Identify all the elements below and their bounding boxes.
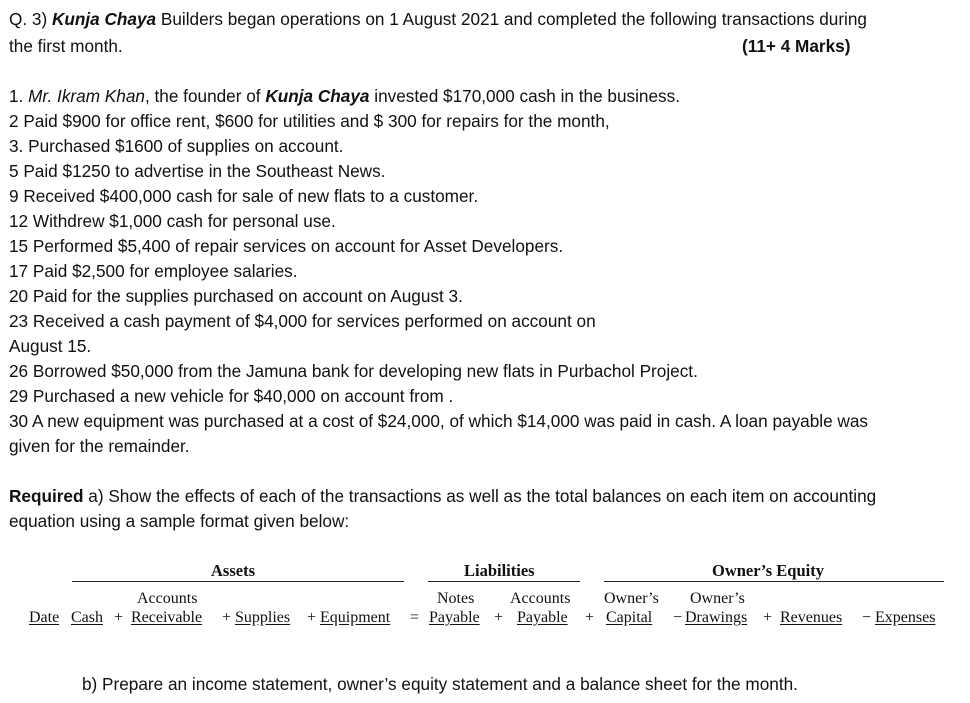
- intro-line-2: the first month.: [9, 36, 123, 56]
- transaction-30-cont: given for the remainder.: [9, 436, 190, 456]
- drawings-column: Drawings: [685, 609, 748, 626]
- plus-sign: +: [763, 609, 773, 626]
- transaction-17: 17 Paid $2,500 for employee salaries.: [9, 261, 298, 281]
- notes-sub-label: Notes: [437, 590, 475, 607]
- question-intro: [9, 9, 867, 30]
- supplies-column: Supplies: [235, 609, 291, 626]
- plus-sign: +: [494, 609, 504, 626]
- equals-sign: =: [410, 609, 420, 626]
- plus-sign: +: [222, 609, 232, 626]
- transaction-12: 12 Withdrew $1,000 cash for personal use.: [9, 211, 336, 231]
- owners-equity-header: Owner’s Equity: [712, 561, 824, 580]
- transaction-23: 23 Received a cash payment of $4,000 for services performed on account on: [9, 311, 596, 331]
- plus-sign: +: [585, 609, 595, 626]
- assets-rule: [72, 581, 404, 582]
- minus-sign: −: [673, 609, 683, 626]
- intro-text: Builders began operations on 1 August 2021 and completed the following transactions during: [156, 9, 867, 29]
- plus-sign: +: [307, 609, 317, 626]
- transaction-2: 2 Paid $900 for office rent, $600 for utilities and $ 300 for repairs for the month,: [9, 111, 610, 131]
- minus-sign: −: [862, 609, 872, 626]
- expenses-column: Expenses: [875, 609, 936, 626]
- part-b-instruction: b) Prepare an income statement, owner’s equity statement and a balance sheet for the month.: [82, 674, 798, 694]
- equipment-column: Equipment: [320, 609, 391, 626]
- notes-payable-column: Payable: [429, 609, 480, 626]
- equation-columns: [0, 609, 970, 631]
- marks-label: (11+ 4 Marks): [742, 36, 851, 56]
- capital-column: Capital: [606, 609, 653, 626]
- transaction-5: 5 Paid $1250 to advertise in the Southeast News.: [9, 161, 386, 181]
- equity-rule: [604, 581, 944, 582]
- accounts-sub-label: Accounts: [137, 590, 198, 607]
- company-name: Kunja Chaya: [51, 9, 157, 29]
- transaction-30: 30 A new equipment was purchased at a cost of $24,000, of which $14,000 was paid in cash. A loan payable was: [9, 411, 868, 431]
- transaction-23-cont: August 15.: [9, 336, 92, 356]
- transaction-1: [9, 86, 680, 107]
- transaction-29: 29 Purchased a new vehicle for $40,000 on account from .: [9, 386, 454, 406]
- transaction-15: 15 Performed $5,400 of repair services on account for Asset Developers.: [9, 236, 564, 256]
- transaction-26: 26 Borrowed $50,000 from the Jamuna bank for developing new flats in Purbachol Project.: [9, 361, 698, 381]
- t1-mid: , the founder of: [144, 86, 266, 106]
- required-line-1: [9, 486, 876, 507]
- accounting-equation-format: [0, 560, 970, 640]
- accounts-payable-sub-label: Accounts: [510, 590, 571, 607]
- plus-sign: +: [114, 609, 124, 626]
- date-column: Date: [29, 609, 60, 626]
- transaction-3: 3. Purchased $1600 of supplies on account.: [9, 136, 344, 156]
- company-name-2: Kunja Chaya: [265, 86, 370, 106]
- assets-header: Assets: [211, 561, 255, 580]
- accounts-payable-column: Payable: [517, 609, 568, 626]
- founder-name: Mr. Ikram Khan: [28, 86, 145, 106]
- owners-capital-sub-label: Owner’s: [604, 590, 659, 607]
- t1-number: 1.: [9, 86, 29, 106]
- owners-drawings-sub-label: Owner’s: [690, 590, 745, 607]
- question-prefix: Q. 3): [9, 9, 52, 29]
- receivable-column: Receivable: [131, 609, 203, 626]
- transaction-9: 9 Received $400,000 cash for sale of new flats to a customer.: [9, 186, 479, 206]
- cash-column: Cash: [71, 609, 103, 626]
- revenues-column: Revenues: [780, 609, 843, 626]
- liabilities-header: Liabilities: [464, 561, 535, 580]
- liabilities-rule: [428, 581, 580, 582]
- t1-rest: invested $170,000 cash in the business.: [369, 86, 681, 106]
- required-line-2: equation using a sample format given below:: [9, 511, 350, 531]
- required-label: Required: [9, 486, 84, 506]
- required-text: a) Show the effects of each of the transactions as well as the total balances on each item on accounting: [83, 486, 877, 506]
- transaction-20: 20 Paid for the supplies purchased on account on August 3.: [9, 286, 463, 306]
